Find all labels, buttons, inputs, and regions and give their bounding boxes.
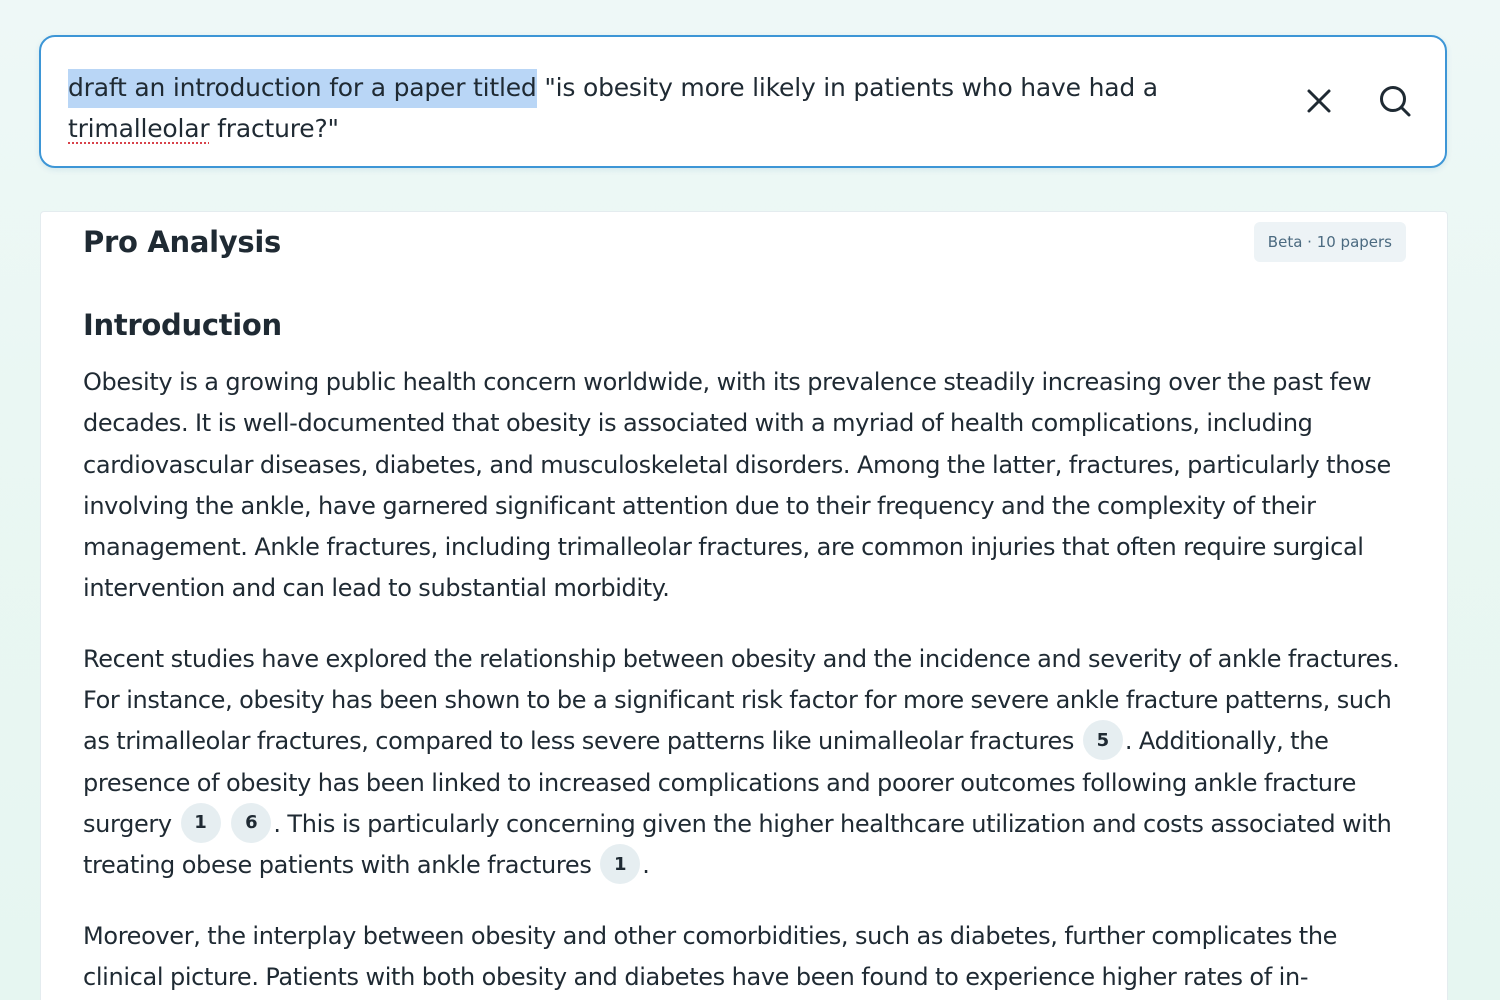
analysis-body [83, 362, 1413, 1000]
query-text-part: "is obesity more likely in patients who have had a [536, 73, 1158, 102]
paragraph: Moreover, the interplay between obesity and other comorbidities, such as diabetes, further complicates the clinical picture. Patients with both obesity and diabetes have been found to experience higher rates of in- [83, 921, 1338, 991]
search-icon [1378, 84, 1412, 118]
paragraph [83, 639, 1413, 887]
paragraph-text: . Additionally, the presence of obesity has been linked to increased complications and poorer outcomes following ankle fracture surgery [83, 727, 1357, 838]
paragraph: Obesity is a growing public health concern worldwide, with its prevalence steadily increasing over the past few decades. It is well-documented that obesity is associated with a myriad of health complications, including cardiovascular diseases, diabetes, and musculoskeletal disorders. Among the latter, fractures, particularly those involving the ankle, have garnered significant attention due to their frequency and the complexity of their management. Ankle fractures, including trimalleolar fractures, are common injuries that often require surgical intervention and can lead to substantial morbidity. [83, 368, 1391, 603]
query-misspelled-word: trimalleolar [68, 114, 210, 143]
card-title: Pro Analysis [83, 225, 281, 259]
citation-badge[interactable]: 6 [231, 803, 271, 843]
paragraph-text: . This is particularly concerning given the higher healthcare utilization and costs associated with treating obese patients with ankle fractures [83, 809, 1392, 880]
clear-button[interactable] [1299, 81, 1339, 121]
search-button[interactable] [1373, 79, 1417, 123]
search-box[interactable] [39, 35, 1447, 168]
citation-badge[interactable]: 1 [600, 844, 640, 884]
citation-badge[interactable]: 1 [181, 803, 221, 843]
query-selected-text: draft an introduction for a paper titled [68, 69, 537, 108]
search-query-text[interactable] [68, 67, 1283, 149]
paragraph-text: . [642, 851, 650, 880]
pro-analysis-card [40, 211, 1448, 1000]
status-badge: Beta · 10 papers [1254, 222, 1406, 262]
section-heading: Introduction [83, 308, 282, 342]
citation-badge[interactable]: 5 [1083, 720, 1123, 760]
paragraph-text: Recent studies have explored the relationship between obesity and the incidence and severity of ankle fractures. For instance, obesity has been shown to be a significant risk factor for more severe ankle fracture patterns, such as trimalleolar fractures, compared to less severe patterns like unimalleolar fractures [83, 644, 1400, 756]
close-icon [1306, 88, 1332, 114]
query-text-part: fracture?" [209, 114, 339, 143]
